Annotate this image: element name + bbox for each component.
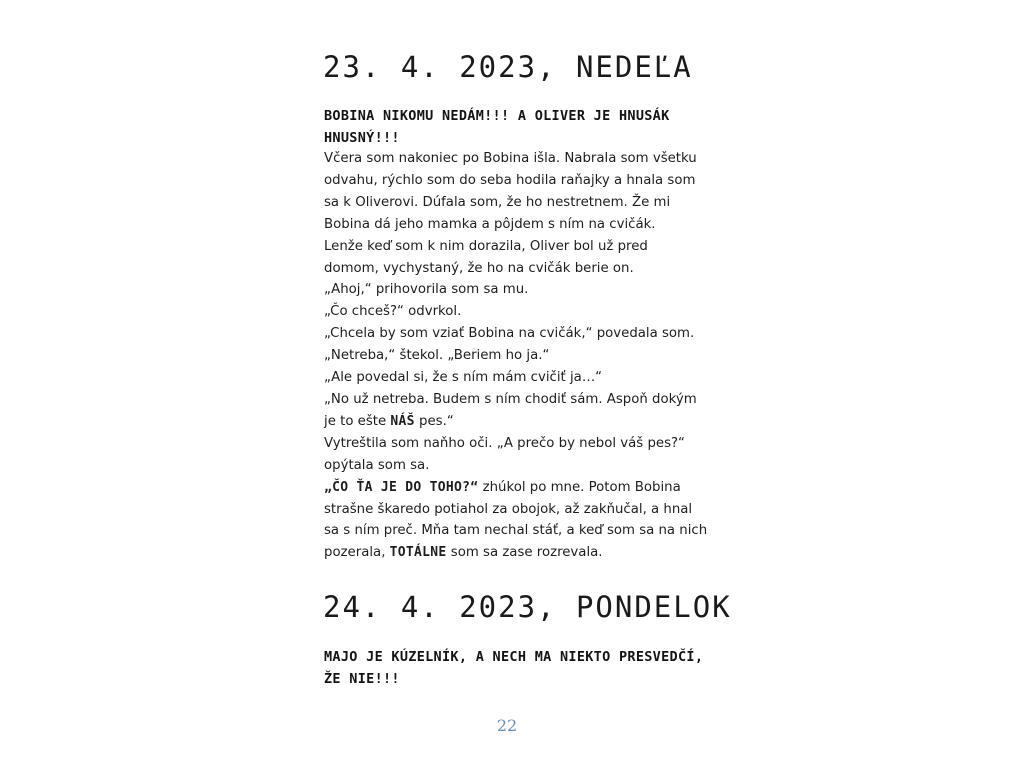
body-line: „Chcela by som vziať Bobina na cvičák,“ povedala som. xyxy=(324,326,695,342)
emphasis-word: TOTÁLNE xyxy=(389,545,447,561)
body-line: Lenže keď som k nim dorazila, Oliver bol už pred xyxy=(324,238,648,254)
emphasis-shout: „ČO ŤA JE DO TOHO?“ xyxy=(324,479,479,495)
body-line xyxy=(324,477,694,499)
body-text-fragment: pozerala, xyxy=(324,545,390,561)
body-line: „Čo chceš?“ odvrkol. xyxy=(324,304,462,320)
body-line: Včera som nakoniec po Bobina išla. Nabrala som všetku xyxy=(324,151,697,166)
body-line: sa k Oliverovi. Dúfala som, že ho nestretnem. Že mi xyxy=(324,194,671,210)
entry-body xyxy=(324,148,708,564)
entry-date-heading: 24. 4. 2023, PONDELOK xyxy=(323,590,732,624)
body-line: strašne škaredo potiahol za obojok, až zakňučal, a hnal xyxy=(324,501,693,517)
body-line xyxy=(324,542,694,564)
body-line: „Ahoj,“ prihovorila som sa mu. xyxy=(324,282,529,298)
body-line: sa s ním preč. Mňa tam nechal stáť, a keď som sa na nich xyxy=(324,523,708,539)
body-line: Bobina dá jeho mamka a pôjdem s ním na cvičák. xyxy=(324,216,656,232)
entry-date-heading: 23. 4. 2023, NEDEĽA xyxy=(323,50,693,84)
body-line: „Ale povedal si, že s ním mám cvičiť ja…“ xyxy=(324,370,603,386)
body-line: odvahu, rýchlo som do seba hodila raňajky a hnala som xyxy=(324,172,696,188)
body-line: domom, vychystaný, že ho na cvičák berie on. xyxy=(324,260,634,276)
entry-headline: MAJO JE KÚZELNÍK, A NECH MA NIEKTO PRESVEDČÍ, ŽE NIE!!! xyxy=(324,649,704,687)
entry-headline: BOBINA NIKOMU NEDÁM!!! A OLIVER JE HNUSÁK HNUSNÝ!!! xyxy=(324,108,670,146)
emphasis-word: NÁŠ xyxy=(390,413,415,429)
body-line: opýtala som sa. xyxy=(324,457,430,473)
body-line: „Netreba,“ štekol. „Beriem ho ja.“ xyxy=(324,348,550,364)
page-number: 22 xyxy=(496,716,518,735)
body-line: „No už netreba. Budem s ním chodiť sám. Aspoň dokým xyxy=(324,391,697,407)
body-line: Vytreštila som naňho oči. „A prečo by nebol váš pes?“ xyxy=(324,435,685,451)
body-text-fragment: je to ešte xyxy=(324,413,391,429)
body-line xyxy=(324,411,694,433)
body-text-fragment: pes.“ xyxy=(414,413,454,429)
body-text-fragment: zhúkol po mne. Potom Bobina xyxy=(478,479,681,495)
body-text-fragment: som sa zase rozrevala. xyxy=(446,545,603,561)
